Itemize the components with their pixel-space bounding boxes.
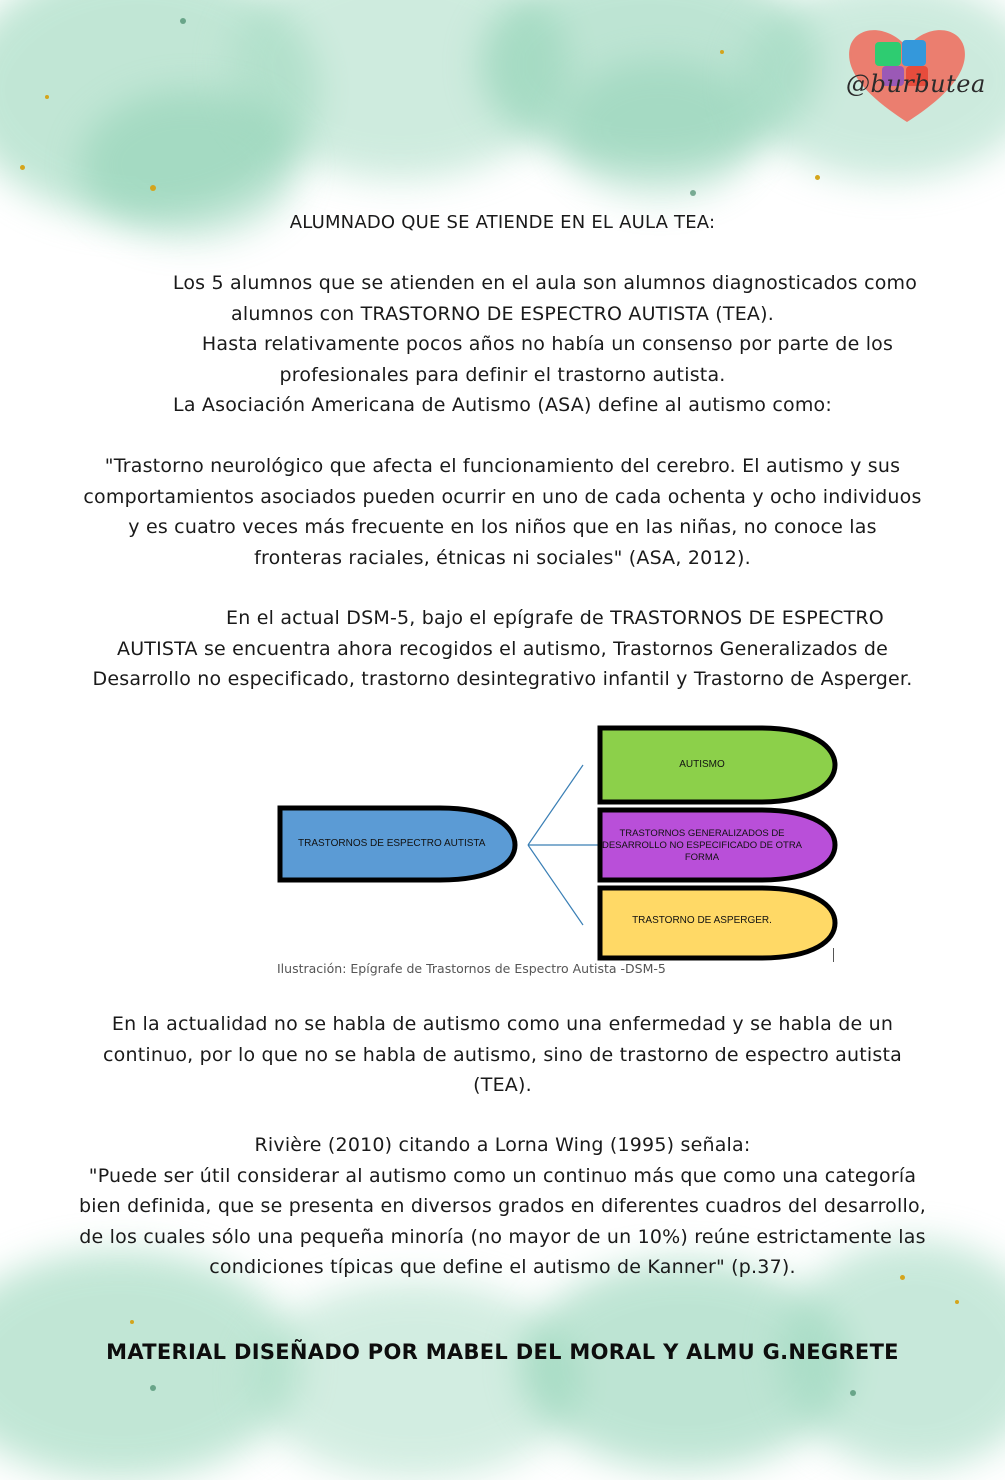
dsm-line: AUTISTA se encuentra ahora recogidos el autismo, Trastornos Generalizados de [117,637,888,660]
dsm-line: En el actual DSM-5, bajo el epígrafe de TRASTORNOS DE ESPECTRO [226,607,884,629]
riviere-quote [40,1130,965,1283]
section-heading [40,208,965,239]
quote-line: "Trastorno neurológico que afecta el funcionamiento del cerebro. El autismo y sus [104,455,901,477]
child-label-tgd-line: TRASTORNOS GENERALIZADOS DE [619,828,785,839]
dsm-line: Desarrollo no especificado, trastorno desintegrativo infantil y Trastorno de Asperger. [92,668,913,690]
intro-line: La Asociación Americana de Autismo (ASA) define al autismo como: [173,394,832,416]
child-label-tgd-line: DESARROLLO NO ESPECIFICADO DE OTRA [601,840,803,851]
child-label-tgd-line: FORMA [684,852,720,863]
riviere-line: Rivière (2010) citando a Lorna Wing (1995) señala: [254,1134,751,1156]
riviere-line: condiciones típicas que define el autismo de Kanner" (p.37). [209,1256,796,1278]
continuum-line: (TEA). [473,1074,532,1096]
quote-line: y es cuatro veces más frecuente en los niños que en las niñas, no conoce las [128,516,877,538]
riviere-line: bien definida, que se presenta en diversos grados en diferentes cuadros del desarrollo, [78,1195,927,1217]
footer-credits: MATERIAL DISEÑADO POR MABEL DEL MORAL Y ALMU G.NEGRETE [106,1340,899,1364]
child-node-tgd [600,810,835,880]
caption-divider [833,948,834,962]
continuum-paragraph [40,1009,965,1101]
quote-line: fronteras raciales, étnicas ni sociales" (ASA, 2012). [254,546,751,569]
heading-text: ALUMNADO QUE SE ATIENDE EN EL AULA TEA: [289,212,716,233]
continuum-line: En la actualidad no se habla de autismo como una enfermedad y se habla de un [111,1013,894,1035]
child-node-autismo [600,728,835,802]
riviere-line: de los cuales sólo una pequeña minoría (no mayor de un 10%) reúne estrictamente las [79,1225,926,1248]
intro-line: Hasta relativamente pocos años no había un consenso por parte de los [201,333,894,355]
intro-paragraph [40,268,965,421]
tea-diagram [270,720,850,985]
quote-line: comportamientos asociados pueden ocurrir en uno de cada ochenta y ocho individuos [83,485,922,508]
logo-text: @burbutea [846,70,986,98]
intro-line: profesionales para definir el trastorno autista. [279,363,726,386]
continuum-line: continuo, por lo que no se habla de autismo, sino de trastorno de espectro autista [103,1043,902,1066]
dsm-paragraph [40,603,965,695]
child-node-asperger [600,888,835,958]
connector-lines [528,765,600,925]
root-node [280,808,515,880]
riviere-line: "Puede ser útil considerar al autismo como un continuo más que como una categoría [88,1164,917,1187]
intro-line: alumnos con TRASTORNO DE ESPECTRO AUTISTA (TEA). [231,302,774,325]
diagram-caption: Ilustración: Epígrafe de Trastornos de Espectro Autista -DSM-5 [277,961,666,976]
child-label-asperger: TRASTORNO DE ASPERGER. [632,915,772,926]
intro-line: Los 5 alumnos que se atienden en el aula son alumnos diagnosticados como [172,272,918,294]
root-node-label: TRASTORNOS DE ESPECTRO AUTISTA [298,838,486,849]
child-label-autismo: AUTISMO [679,759,725,770]
asa-quote [40,451,965,573]
